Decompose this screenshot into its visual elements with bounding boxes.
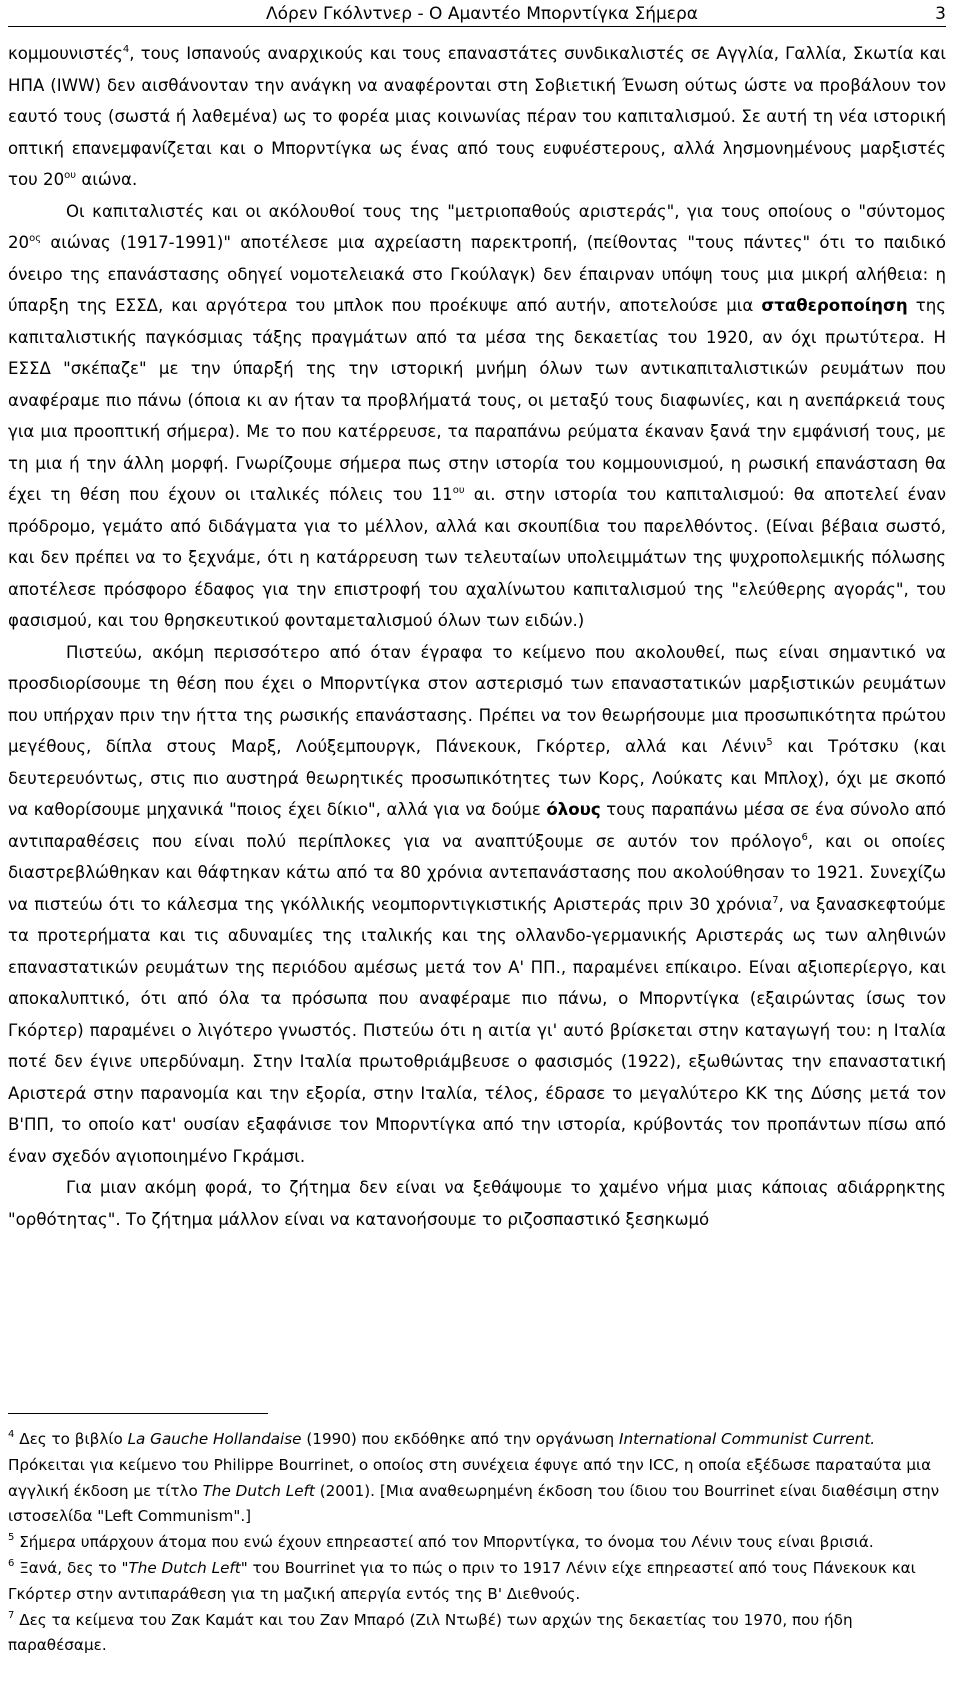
footnote-4: $^4$ Δες το βιβλίο La Gauche Hollandaise (1990) που εκδόθηκε από την οργάνωση International Communist Current. Πρόκειται για κείμενο του Philippe Bourrinet, ο οποίος στη συνέχεια έφυγε από την ICC, η οποία εξέδωσε παραταύτα μια αγγλική έκδοση με τίτλο The Dutch Left (2001). [Μια αναθεωρημένη έκδοση του ίδιου του Bourrinet είναι διαθέσιμη στην ιστοσελίδα "Left Communism".]	[8, 1429, 940, 1526]
running-header	[8, 4, 946, 27]
footnote-number: 7	[8, 1609, 15, 1621]
superscript-ou: ου	[64, 170, 77, 181]
bold-term: σταθεροποίηση	[761, 296, 908, 315]
body-text	[8, 38, 946, 1235]
footnotes	[8, 1427, 946, 1659]
paragraph-1: κομμουνιστές$^4$, τους Ισπανούς αναρχικούς και τους επαναστάτες συνδικαλιστές σε Αγγλία, Γαλλία, Σκωτία και ΗΠΑ (IWW) δεν αισθάνονταν την ανάγκη να αναφέρονται στη Σοβιετική Ένωση ούτως ώστε να προβάλουν τον εαυτό τους (σωστά ή λαθεμένα) ως το φορέα μιας κοινωνίας πέραν του καπιταλισμού. Σε αυτή τη νέα ιστορική οπτική επανεμφανίζεται και ο Μπορντίγκα ως ένας από τους ευφυέστερους, αλλά λησμονημένους μαρξιστές του $20^{o\upsilon}$ αιώνα.	[8, 44, 946, 189]
footnote-number: 6	[8, 1557, 15, 1569]
footnote-5: $^5$ Σήμερα υπάρχουν άτομα που ενώ έχουν επηρεαστεί από τον Μπορντίγκα, το όνομα του Λένιν τους είναι βρισιά.	[8, 1532, 874, 1552]
superscript-ou: ου	[452, 485, 465, 496]
footnote-ref-6[interactable]: 6	[801, 831, 808, 843]
paragraph-2: Οι καπιταλιστές και οι ακόλουθοί τους της "μετριοπαθούς αριστεράς", για τους οποίους ο "σύντομος $20^{o\varsigma}$ αιώνας (1917-1991)" αποτέλεσε μια αχρείαστη παρεκτροπή, (πείθοντας "τους πάντες" ότι το παιδικό όνειρο της επανάστασης οδηγεί νομοτελειακά στο Γκούλαγκ) δεν έπαιρναν υπόψη τους μια μικρή αλήθεια: η ύπαρξη της ΕΣΣΔ, και αργότερα του μπλοκ που προέκυψε από αυτήν, αποτελούσε μια σταθεροποίηση της καπιταλιστικής παγκόσμιας τάξης πραγμάτων από τα μέσα της δεκαετίας του 1920, αν όχι πρωτύτερα. Η ΕΣΣΔ "σκέπαζε" με την ύπαρξή της την ιστορική μνήμη όλων των αντικαπιταλιστικών ρευμάτων που αναφέραμε πιο πάνω (όποια κι αν ήταν τα προβλήματά τους, οι μεταξύ τους διαφωνίες, και η ανεπάρκειά τους για μια προοπτική σήμερα). Με το που κατέρρευσε, τα παραπάνω ρεύματα έκαναν ξανά την εμφάνισή τους, με τη μια ή την άλλη μορφή. Γνωρίζουμε σήμερα πως στην ιστορία του κομμουνισμού, η ρωσική επανάσταση θα έχει τη θέση που έχουν οι ιταλικές πόλεις του $11^{o\upsilon}$ αι. στην ιστορία του καπιταλισμού: θα αποτελεί έναν πρόδρομο, γεμάτο από διδάγματα για το μέλλον, αλλά και σκουπίδια του παρελθόντος. (Είναι βέβαια σωστό, και δεν πρέπει να το ξεχνάμε, ότι η κατάρρευση των τελευταίων υπολειμμάτων της ψυχροπολεμικής πόλωσης αποτέλεσε πρόσφορο έδαφος για την επιστροφή του αχαλίνωτου καπιταλισμού της "ελεύθερης αγοράς", του φασισμού, και του θρησκευτικού φονταμεταλισμού όλων των ειδών.)	[8, 201, 946, 630]
footnote-ref-5[interactable]: 5	[766, 737, 773, 748]
footnote-separator	[8, 1413, 268, 1414]
paragraph-4: Για μιαν ακόμη φορά, το ζήτημα δεν είναι να ξεθάψουμε το χαμένο νήμα μιας κάποιας αδιάρρηκτης "ορθότητας". Το ζήτημα μάλλον είναι να κατανοήσουμε το ριζοσπαστικό ξεσηκωμό	[8, 1178, 946, 1229]
footnote-ref-7[interactable]: 7	[772, 894, 779, 906]
superscript-os: ος	[29, 233, 42, 244]
footnote-7: $^7$ Δες τα κείμενα του Ζακ Καμάτ και του Ζαν Μπαρό (Ζιλ Ντωβέ) των αρχών της δεκαετίας του 1970, που ήδη παραθέσαμε.	[8, 1609, 853, 1655]
paragraph-3: Πιστεύω, ακόμη περισσότερο από όταν έγραφα το κείμενο που ακολουθεί, πως είναι σημαντικό να προσδιορίσουμε τη θέση που έχει ο Μπορντίγκα στον αστερισμό των επαναστατικών μαρξιστικών ρευμάτων που υπήρχαν πριν την ήττα της ρωσικής επανάστασης. Πρέπει να τον θεωρήσουμε μια προσωπικότητα πρώτου μεγέθους, δίπλα στους Μαρξ, Λούξεμπουργκ, Πάνεκουκ, Γκόρτερ, αλλά και Λένιν$^5$ και Τρότσκυ (και δευτερευόντως, στις πιο αυστηρά θεωρητικές προσωπικότητες των Κορς, Λούκατς και Μπλοχ), όχι με σκοπό να καθορίσουμε μηχανικά "ποιος έχει δίκιο", αλλά για να δούμε όλους τους παραπάνω μέσα σε ένα σύνολο από αντιπαραθέσεις που είναι πολύ περίπλοκες για να αναπτύξουμε σε αυτόν τον πρόλογο$^6$, και οι οποίες διαστρεβλώθηκαν και θάφτηκαν κάτω από τα 80 χρόνια αντεπανάστασης που ακολούθησαν το 1921. Συνεχίζω να πιστεύω ότι το κάλεσμα της γκόλλικής νεομπορντιγκιστικής Αριστεράς πριν 30 χρόνια$^7$, να ξανασκεφτούμε τα προτερήματα και τις αδυναμίες της ιταλικής και της ολλανδο-γερμανικής Αριστεράς ως των αληθινών επαναστατικών ρευμάτων της περιόδου αμέσως μετά τον Α' ΠΠ., παραμένει επίκαιρο. Είναι αξιοπερίεργο, και αποκαλυπτικό, ότι από όλα τα πρόσωπα που αναφέραμε πιο πάνω, ο Μπορντίγκα (εξαιρώντας ίσως τον Γκόρτερ) παραμένει ο λιγότερο γνωστός. Πιστεύω ότι η αιτία γι' αυτό βρίσκεται στην καταγωγή του: η Ιταλία ποτέ δεν έγινε υπερδύναμη. Στην Ιταλία πρωτοθριάμβευσε ο φασισμός (1922), εξωθώντας την επαναστατική Αριστερά στην παρανομία και την εξορία, στην Ιταλία, τέλος, έδρασε το μεγαλύτερο ΚΚ της Δύσης μετά τον Β'ΠΠ, το οποίο κατ' ουσίαν εξαφάνισε τον Μπορντίγκα από την ιστορία, κρύβοντάς τον προπάντων πίσω από έναν σχεδόν αγιοποιημένο Γκράμσι.	[8, 642, 947, 1166]
bold-term: όλους	[546, 800, 601, 819]
footnote-number: 4	[8, 1429, 15, 1440]
header-title: Λόρεν Γκόλντνερ - Ο Αμαντέο Μπορντίγκα Σήμερα	[266, 4, 698, 24]
page-number: 3	[935, 4, 946, 24]
footnote-ref-4[interactable]: 4	[122, 44, 130, 55]
footnote-number: 5	[8, 1532, 15, 1544]
footnote-6: $^6$ Ξανά, δες το "The Dutch Left" του Bourrinet για το πώς ο πριν το 1917 Λένιν είχε επηρεαστεί από τους Πάνεκουκ και Γκόρτερ στην αντιπαράθεση για τη μαζική απεργία εντός της Β' Διεθνούς.	[8, 1557, 916, 1603]
